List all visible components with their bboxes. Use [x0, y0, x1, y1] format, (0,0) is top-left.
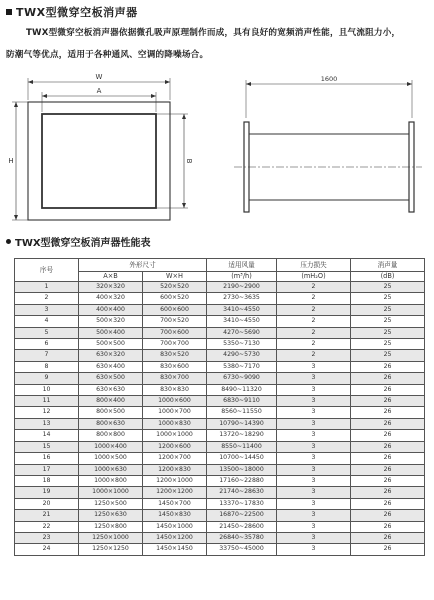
table-row [15, 350, 425, 361]
cell-no: 4 [15, 316, 79, 327]
cell-noise-reduction: 25 [351, 327, 425, 338]
cell-noise-reduction: 26 [351, 475, 425, 486]
cell-airflow: 6730~9090 [207, 373, 277, 384]
cell-wxh: 1450×830 [143, 510, 207, 521]
cell-wxh: 1000×600 [143, 396, 207, 407]
cell-wxh: 700×520 [143, 316, 207, 327]
cell-no: 1 [15, 282, 79, 293]
cell-no: 6 [15, 339, 79, 350]
cell-airflow: 21450~28600 [207, 521, 277, 532]
table-row [15, 475, 425, 486]
table-row [15, 498, 425, 509]
table-row [15, 384, 425, 395]
cell-airflow: 13720~18290 [207, 430, 277, 441]
table-row [15, 521, 425, 532]
cell-wxh: 1450×700 [143, 498, 207, 509]
header-airflow: 适用风量 [207, 259, 277, 272]
cell-pressure-loss: 2 [277, 293, 351, 304]
cell-airflow: 5380~7170 [207, 361, 277, 372]
table-row [15, 316, 425, 327]
cell-wxh: 1200×1000 [143, 475, 207, 486]
header-pressure-unit: (mH₂O) [277, 272, 351, 282]
cell-axb: 800×500 [79, 407, 143, 418]
side-view-drawing [234, 80, 422, 212]
header-size: 外形尺寸 [79, 259, 207, 272]
cell-pressure-loss: 3 [277, 361, 351, 372]
cell-airflow: 3410~4550 [207, 304, 277, 315]
cell-no: 22 [15, 521, 79, 532]
cell-axb: 630×500 [79, 373, 143, 384]
cell-pressure-loss: 3 [277, 396, 351, 407]
cell-wxh: 830×700 [143, 373, 207, 384]
cell-pressure-loss: 3 [277, 407, 351, 418]
cell-no: 15 [15, 441, 79, 452]
cell-airflow: 5350~7130 [207, 339, 277, 350]
cell-noise-reduction: 25 [351, 316, 425, 327]
cell-noise-reduction: 26 [351, 464, 425, 475]
cell-axb: 500×320 [79, 316, 143, 327]
cell-axb: 1250×500 [79, 498, 143, 509]
table-row [15, 430, 425, 441]
cell-airflow: 26840~35780 [207, 532, 277, 543]
table-body [15, 282, 425, 556]
cell-pressure-loss: 3 [277, 532, 351, 543]
table-row [15, 464, 425, 475]
cell-noise-reduction: 26 [351, 441, 425, 452]
table-title [6, 234, 151, 249]
cell-wxh: 1450×1450 [143, 544, 207, 555]
cell-noise-reduction: 26 [351, 373, 425, 384]
cell-no: 24 [15, 544, 79, 555]
dimension-label-length: 1600 [320, 75, 338, 83]
cell-airflow: 16870~22500 [207, 510, 277, 521]
cell-airflow: 4290~5730 [207, 350, 277, 361]
cell-wxh: 1450×1000 [143, 521, 207, 532]
cell-noise-reduction: 26 [351, 384, 425, 395]
cell-no: 11 [15, 396, 79, 407]
cell-axb: 630×320 [79, 350, 143, 361]
cell-wxh: 700×600 [143, 327, 207, 338]
cell-noise-reduction: 26 [351, 510, 425, 521]
cell-axb: 320×320 [79, 282, 143, 293]
cell-wxh: 830×830 [143, 384, 207, 395]
cell-wxh: 600×520 [143, 293, 207, 304]
cell-airflow: 17160~22880 [207, 475, 277, 486]
header-noise-unit: (dB) [351, 272, 425, 282]
cell-pressure-loss: 2 [277, 350, 351, 361]
cell-no: 8 [15, 361, 79, 372]
cell-pressure-loss: 2 [277, 304, 351, 315]
cell-airflow: 33750~45000 [207, 544, 277, 555]
cell-wxh: 600×600 [143, 304, 207, 315]
cell-pressure-loss: 2 [277, 339, 351, 350]
cell-pressure-loss: 3 [277, 475, 351, 486]
cell-pressure-loss: 2 [277, 316, 351, 327]
cell-wxh: 700×700 [143, 339, 207, 350]
cell-axb: 400×320 [79, 293, 143, 304]
cell-axb: 1000×1000 [79, 487, 143, 498]
cell-wxh: 1200×600 [143, 441, 207, 452]
cell-noise-reduction: 25 [351, 304, 425, 315]
cell-airflow: 13500~18000 [207, 464, 277, 475]
cell-axb: 1250×1250 [79, 544, 143, 555]
cell-axb: 400×400 [79, 304, 143, 315]
description-line-1: TWX型微穿空板消声器依据微孔吸声原理制作而成，具有良好的宽频消声性能，且气流阻力小， [26, 28, 401, 38]
bullet-icon [6, 239, 11, 244]
header-wxh: W×H [143, 272, 207, 282]
header-airflow-unit: (m³/h) [207, 272, 277, 282]
cell-airflow: 8560~11550 [207, 407, 277, 418]
cell-no: 2 [15, 293, 79, 304]
cell-airflow: 4270~5690 [207, 327, 277, 338]
cell-no: 17 [15, 464, 79, 475]
dimension-label-a: A [96, 87, 102, 95]
table-row [15, 544, 425, 555]
cell-pressure-loss: 3 [277, 498, 351, 509]
table-row [15, 487, 425, 498]
header-noise: 消声量 [351, 259, 425, 272]
cell-wxh: 1450×1200 [143, 532, 207, 543]
dimension-label-w: W [95, 73, 103, 81]
cell-noise-reduction: 26 [351, 498, 425, 509]
cell-wxh: 520×520 [143, 282, 207, 293]
cell-pressure-loss: 3 [277, 384, 351, 395]
cell-axb: 1250×630 [79, 510, 143, 521]
description-line-2: 防潮气等优点，适用于各种通风、空调的降噪场合。 [6, 50, 209, 60]
header-no: 序号 [15, 259, 79, 282]
cell-axb: 800×400 [79, 396, 143, 407]
cell-axb: 1250×800 [79, 521, 143, 532]
cell-noise-reduction: 26 [351, 418, 425, 429]
cell-wxh: 1000×830 [143, 418, 207, 429]
table-row [15, 373, 425, 384]
cell-pressure-loss: 3 [277, 464, 351, 475]
cell-wxh: 1200×830 [143, 464, 207, 475]
table-row [15, 339, 425, 350]
cell-wxh: 1200×1200 [143, 487, 207, 498]
cell-noise-reduction: 26 [351, 453, 425, 464]
table-header-row [15, 259, 425, 272]
cell-wxh: 1200×700 [143, 453, 207, 464]
cell-airflow: 8490~11320 [207, 384, 277, 395]
table-row [15, 532, 425, 543]
cell-airflow: 13370~17830 [207, 498, 277, 509]
cell-no: 9 [15, 373, 79, 384]
cell-wxh: 1000×700 [143, 407, 207, 418]
performance-table [14, 258, 425, 556]
table-row [15, 510, 425, 521]
cell-airflow: 10790~14390 [207, 418, 277, 429]
cell-pressure-loss: 3 [277, 453, 351, 464]
table-row [15, 361, 425, 372]
cell-noise-reduction: 26 [351, 544, 425, 555]
cell-wxh: 830×520 [143, 350, 207, 361]
table-row [15, 293, 425, 304]
cell-axb: 1000×500 [79, 453, 143, 464]
cell-noise-reduction: 26 [351, 361, 425, 372]
cell-noise-reduction: 25 [351, 350, 425, 361]
table-row [15, 282, 425, 293]
cell-pressure-loss: 2 [277, 282, 351, 293]
cell-wxh: 830×600 [143, 361, 207, 372]
table-row [15, 396, 425, 407]
cell-axb: 1250×1000 [79, 532, 143, 543]
cell-axb: 800×800 [79, 430, 143, 441]
cell-axb: 630×400 [79, 361, 143, 372]
cell-pressure-loss: 3 [277, 544, 351, 555]
cell-axb: 500×500 [79, 339, 143, 350]
header-pressure: 压力损失 [277, 259, 351, 272]
cell-noise-reduction: 26 [351, 532, 425, 543]
cell-pressure-loss: 3 [277, 418, 351, 429]
cell-no: 10 [15, 384, 79, 395]
cell-airflow: 2190~2900 [207, 282, 277, 293]
cell-noise-reduction: 26 [351, 487, 425, 498]
table-row [15, 327, 425, 338]
table-row [15, 441, 425, 452]
square-bullet-icon [6, 9, 12, 15]
cell-no: 13 [15, 418, 79, 429]
cell-pressure-loss: 3 [277, 521, 351, 532]
cell-noise-reduction: 25 [351, 282, 425, 293]
cell-noise-reduction: 26 [351, 407, 425, 418]
cell-noise-reduction: 25 [351, 293, 425, 304]
page-title-text: TWX型微穿空板消声器 [16, 6, 138, 19]
cell-airflow: 3410~4550 [207, 316, 277, 327]
cell-axb: 1000×400 [79, 441, 143, 452]
dimension-label-h: H [8, 157, 14, 165]
table-row [15, 304, 425, 315]
cell-no: 3 [15, 304, 79, 315]
cell-no: 19 [15, 487, 79, 498]
cell-axb: 500×400 [79, 327, 143, 338]
table-title-text: TWX型微穿空板消声器性能表 [15, 238, 151, 249]
cell-axb: 630×630 [79, 384, 143, 395]
cell-noise-reduction: 25 [351, 339, 425, 350]
cell-no: 5 [15, 327, 79, 338]
cell-pressure-loss: 3 [277, 373, 351, 384]
page-title [6, 4, 138, 20]
cell-no: 12 [15, 407, 79, 418]
cell-no: 14 [15, 430, 79, 441]
cell-airflow: 2730~3635 [207, 293, 277, 304]
front-view-drawing [12, 78, 188, 220]
cell-airflow: 10700~14450 [207, 453, 277, 464]
dimension-label-b: B [185, 158, 193, 164]
cell-no: 16 [15, 453, 79, 464]
cell-pressure-loss: 3 [277, 510, 351, 521]
cell-noise-reduction: 26 [351, 430, 425, 441]
cell-airflow: 6830~9110 [207, 396, 277, 407]
cell-wxh: 1000×1000 [143, 430, 207, 441]
cell-axb: 800×630 [79, 418, 143, 429]
table-row [15, 453, 425, 464]
cell-noise-reduction: 26 [351, 396, 425, 407]
cell-airflow: 8550~11400 [207, 441, 277, 452]
cell-pressure-loss: 3 [277, 487, 351, 498]
cell-no: 18 [15, 475, 79, 486]
table-row [15, 407, 425, 418]
cell-pressure-loss: 3 [277, 430, 351, 441]
cell-noise-reduction: 26 [351, 521, 425, 532]
cell-no: 20 [15, 498, 79, 509]
cell-airflow: 21740~28630 [207, 487, 277, 498]
cell-axb: 1000×630 [79, 464, 143, 475]
cell-axb: 1000×800 [79, 475, 143, 486]
cell-pressure-loss: 3 [277, 441, 351, 452]
cell-no: 21 [15, 510, 79, 521]
table-row [15, 418, 425, 429]
cell-no: 23 [15, 532, 79, 543]
header-axb: A×B [79, 272, 143, 282]
cell-pressure-loss: 2 [277, 327, 351, 338]
technical-drawing [0, 70, 434, 230]
cell-no: 7 [15, 350, 79, 361]
product-description [6, 22, 430, 66]
